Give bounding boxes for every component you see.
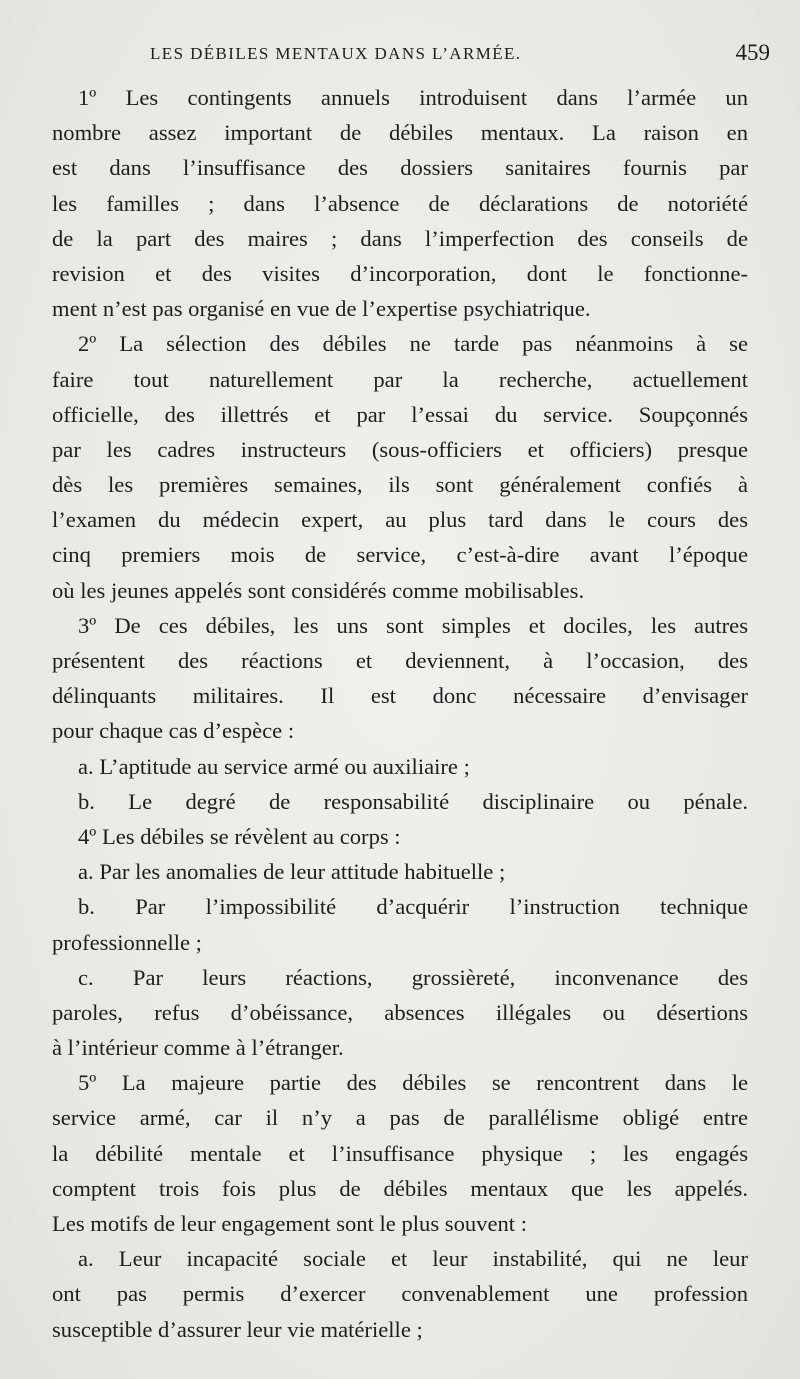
text-line: délinquants militaires. Il est donc nécessaire d’envisager <box>52 683 748 709</box>
text-line: pour chaque cas d’espèce : <box>52 718 295 744</box>
text-line: est dans l’insuffisance des dossiers sanitaires fournis par <box>52 155 748 181</box>
text-line: ment n’est pas organisé en vue de l’expertise psychiatrique. <box>52 296 591 322</box>
text-line: officielle, des illettrés et par l’essai du service. Soupçonnés <box>52 401 748 427</box>
text-line: service armé, car il n’y a pas de parallélisme obligé entre <box>52 1105 748 1131</box>
text-line: revision et des visites d’incorporation, dont le fonctionne- <box>52 260 748 286</box>
text-line: où les jeunes appelés sont considérés comme mobilisables. <box>52 577 585 603</box>
text-line: l’examen du médecin expert, au plus tard dans le cours des <box>52 507 748 533</box>
text-line: la débilité mentale et l’insuffisance physique ; les engagés <box>52 1140 748 1166</box>
text-line: a. Par les anomalies de leur attitude habituelle ; <box>78 859 506 885</box>
text-line: 3º De ces débiles, les uns sont simples et dociles, les autres <box>78 612 748 638</box>
text-line: de la part des maires ; dans l’imperfection des conseils de <box>52 225 748 251</box>
text-line: par les cadres instructeurs (sous-officiers et officiers) presque <box>52 436 748 462</box>
text-line: c. Par leurs réactions, grossièreté, inconvenance des <box>78 964 748 990</box>
running-title: LES DÉBILES MENTAUX DANS L’ARMÉE. <box>150 44 522 63</box>
body-text <box>52 80 748 1347</box>
page-number: 459 <box>735 40 770 65</box>
text-line: faire tout naturellement par la recherche, actuellement <box>52 366 748 392</box>
text-line: 4º Les débiles se révèlent au corps : <box>78 823 401 849</box>
text-line: a. L’aptitude au service armé ou auxiliaire ; <box>78 753 470 779</box>
text-line: Les motifs de leur engagement sont le plus souvent : <box>52 1211 527 1236</box>
text-line: 1º Les contingents annuels introduisent dans l’armée un <box>78 85 748 110</box>
text-line: cinq premiers mois de service, c’est-à-dire avant l’époque <box>52 542 748 568</box>
text-line: comptent trois fois plus de débiles mentaux que les appelés. <box>52 1175 748 1201</box>
running-head <box>130 36 770 72</box>
text-line: 2º La sélection des débiles ne tarde pas néanmoins à se <box>78 331 748 357</box>
text-line: dès les premières semaines, ils sont généralement confiés à <box>52 472 748 498</box>
text-line: les familles ; dans l’absence de déclarations de notoriété <box>52 190 748 216</box>
text-line: professionnelle ; <box>52 929 202 955</box>
text-line: 5º La majeure partie des débiles se rencontrent dans le <box>78 1070 748 1096</box>
text-line: paroles, refus d’obéissance, absences illégales ou désertions <box>52 999 748 1025</box>
text-line: ont pas permis d’exercer convenablement une profession <box>52 1281 748 1307</box>
text-line: présentent des réactions et deviennent, à l’occasion, des <box>52 648 748 673</box>
text-line: b. Par l’impossibilité d’acquérir l’instruction technique <box>78 894 748 920</box>
text-line: à l’intérieur comme à l’étranger. <box>52 1035 344 1061</box>
text-line: a. Leur incapacité sociale et leur instabilité, qui ne leur <box>78 1246 748 1272</box>
text-line: nombre assez important de débiles mentaux. La raison en <box>52 120 748 146</box>
text-line: susceptible d’assurer leur vie matérielle ; <box>52 1316 423 1342</box>
text-line: b. Le degré de responsabilité disciplinaire ou pénale. <box>78 788 748 814</box>
